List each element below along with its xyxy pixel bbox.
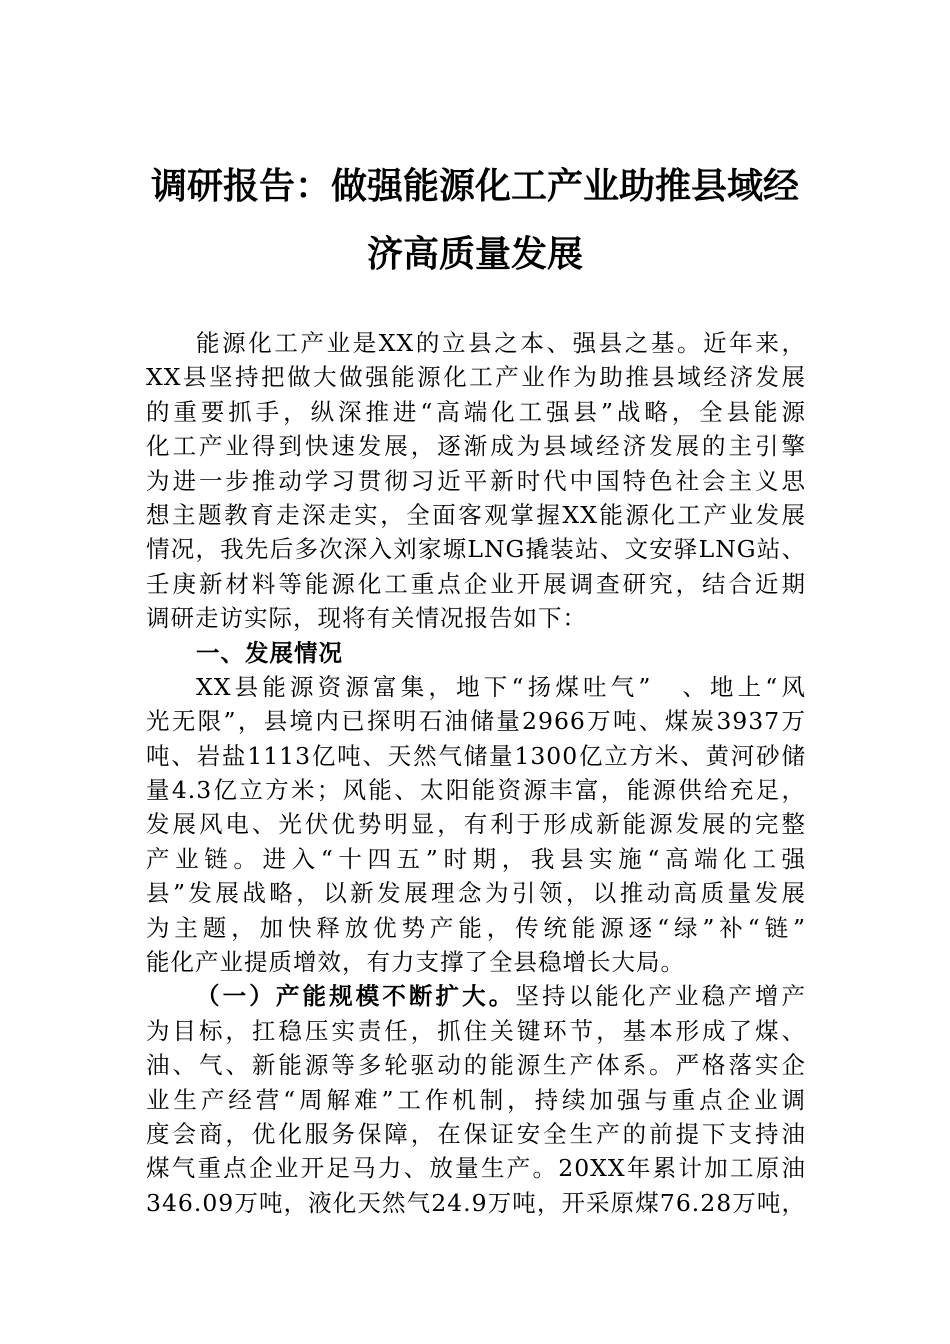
intro-line: 能源化工产业是XX的立县之本、强县之基。近年来， [196, 329, 806, 357]
section-line: 发展风电、光伏优势明显，有利于形成新能源发展的完整 [146, 810, 806, 839]
subsection-line: 为目标，扛稳压实责任，抓住关键环节，基本形成了煤、 [146, 1016, 806, 1045]
subsection-line: 度会商，优化服务保障，在保证安全生产的前提下支持油 [146, 1119, 806, 1148]
intro-line: 调研走访实际，现将有关情况报告如下： [146, 604, 587, 633]
section-line: 能化产业提质增效，有力支撑了全县稳增长大局。 [146, 948, 685, 977]
section-line: 量4.3亿立方米；风能、太阳能资源丰富，能源供给充足， [146, 776, 806, 805]
intro-line: 想主题教育走深走实，全面客观掌握XX能源化工产业发展 [146, 500, 806, 529]
section-line: 吨、岩盐1113亿吨、天然气储量1300亿立方米、黄河砂储 [146, 741, 806, 770]
intro-line: 壬庚新材料等能源化工重点企业开展调查研究，结合近期 [146, 569, 806, 598]
document-title-line-2: 济高质量发展 [366, 233, 583, 275]
section-line: 光无限”，县境内已探明石油储量2966万吨、煤炭3937万 [146, 707, 806, 736]
intro-line: 为进一步推动学习贯彻习近平新时代中国特色社会主义思 [146, 466, 806, 495]
subsection-line: 油、气、新能源等多轮驱动的能源生产体系。严格落实企 [146, 1051, 806, 1080]
document-body [146, 326, 806, 1220]
section-line: 产业链。进入“十四五”时期，我县实施“高端化工强 [146, 844, 806, 873]
subsection-heading: （一）产能规模不断扩大。 [196, 982, 516, 1011]
section-line: XX县能源资源富集，地下“扬煤吐气” 、地上“风 [196, 672, 806, 701]
intro-line: 情况，我先后多次深入刘家塬LNG撬装站、文安驿LNG站、 [146, 535, 806, 564]
section-line: 县”发展战略，以新发展理念为引领，以推动高质量发展 [146, 879, 806, 908]
section-heading: 一、发展情况 [196, 638, 343, 667]
section-line: 为主题，加快释放优势产能，传统能源逐“绿”补“链” [146, 913, 806, 942]
subsection-line: 业生产经营“周解难”工作机制，持续加强与重点企业调 [146, 1085, 806, 1114]
intro-line: 的重要抓手，纵深推进“高端化工强县”战略，全县能源 [146, 397, 806, 426]
intro-line: 化工产业得到快速发展，逐渐成为县域经济发展的主引擎 [146, 432, 806, 461]
document-title-line-1: 调研报告：做强能源化工产业助推县域经 [150, 165, 799, 207]
subsection-line: 346.09万吨，液化天然气24.9万吨，开采原煤76.28万吨， [146, 1188, 806, 1217]
subsection-first-line [146, 979, 806, 1013]
intro-line: XX县坚持把做大做强能源化工产业作为助推县域经济发展 [146, 363, 806, 392]
subsection-line: 煤气重点企业开足马力、放量生产。20XX年累计加工原油 [146, 1154, 806, 1183]
subsection-first-line-text: 坚持以能化产业稳产增产 [515, 982, 807, 1011]
